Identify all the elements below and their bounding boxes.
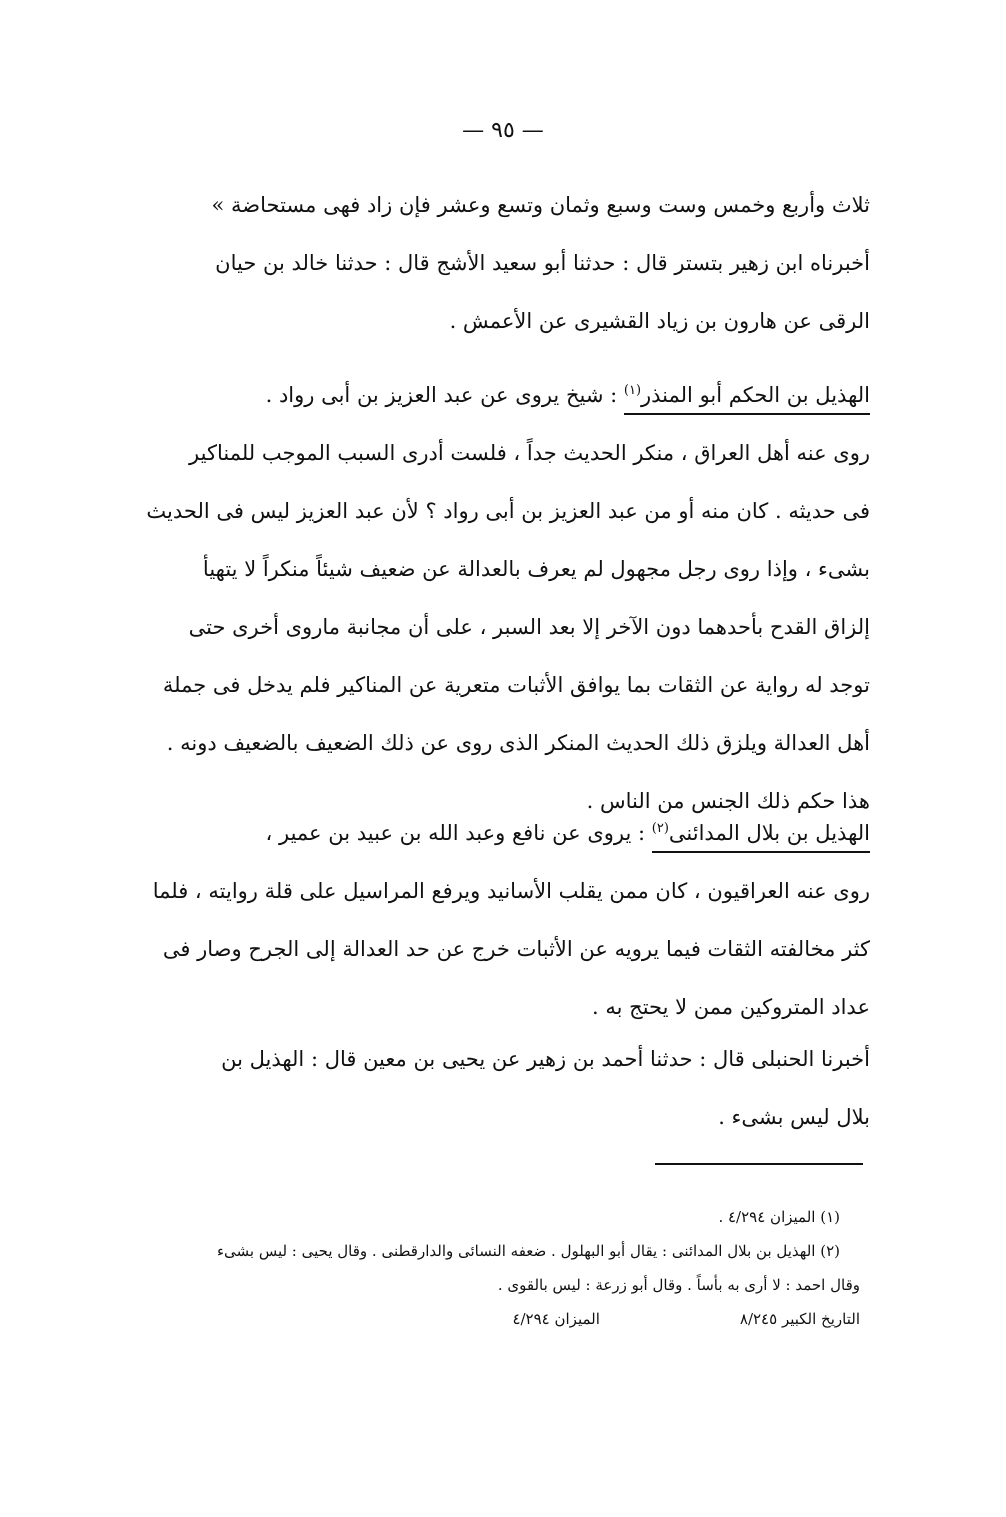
page-number: — ٩٥ — — [462, 118, 544, 143]
text-line: توجد له رواية عن الثقات بما يوافق الأثبات متعرية عن المناكير فلم يدخل فى جملة — [162, 673, 870, 697]
text-line: أهل العدالة ويلزق ذلك الحديث المنكر الذى روى عن ذلك الضعيف بالضعيف دونه . — [166, 731, 870, 755]
text-line: إلزاق القدح بأحدهما دون الآخر إلا بعد السبر ، على أن مجانبة ماروى أخرى حتى — [188, 615, 870, 639]
entry-heading — [130, 800, 870, 862]
footnote-marker: (١) — [623, 383, 642, 398]
footnotes — [120, 1200, 860, 1336]
footnote-2-references — [120, 1302, 860, 1336]
text-line: أخبرنا الحنبلى قال : حدثنا أحمد بن زهير عن يحيى بن معين قال : الهذيل بن — [221, 1047, 870, 1071]
entry-hudhayl-ibn-bilal — [130, 800, 870, 1036]
text-line: عداد المتروكين ممن لا يحتج به . — [592, 995, 870, 1019]
entry-hudhayl-ibn-al-hakam — [130, 362, 870, 830]
footnote-reference: الميزان ٤/٢٩٤ — [512, 1310, 600, 1328]
footnote-separator — [655, 1163, 863, 1165]
entry-heading-rest: : شيخ يروى عن عبد العزيز بن أبى رواد . — [265, 383, 624, 407]
footnote-2-continued: وقال احمد : لا أرى به بأساً . وقال أبو زرعة : ليس بالقوى . — [497, 1276, 860, 1294]
text-line: أخبرناه ابن زهير بتستر قال : حدثنا أبو سعيد الأشج قال : حدثنا خالد بن حيان — [215, 251, 870, 275]
text-line: روى عنه أهل العراق ، منكر الحديث جداً ، فلست أدرى السبب الموجب للمناكير — [189, 441, 870, 465]
entry-name: الهذيل بن الحكم أبو المنذر — [641, 383, 870, 407]
footnote-marker: (٢) — [651, 821, 669, 836]
text-line: كثر مخالفته الثقات فيما يرويه عن الأثبات خرج عن حد العدالة إلى الجرح وصار فى — [162, 937, 870, 961]
text-line: هذا حكم ذلك الجنس من الناس . — [586, 789, 870, 813]
text-line: روى عنه العراقيون ، كان ممن يقلب الأسانيد ويرفع المراسيل على قلة روايته ، فلما — [152, 879, 870, 903]
text-line: بلال ليس بشىء . — [718, 1105, 870, 1129]
opening-paragraph — [130, 176, 870, 350]
footnote-2: (٢) الهذيل بن بلال المدائنى : يقال أبو البهلول . ضعفه النسائى والدارقطنى . وقال يحيى : ليس بشىء — [216, 1242, 840, 1260]
entry-heading — [130, 362, 870, 424]
text-line: الرقى عن هارون بن زياد القشيرى عن الأعمش . — [449, 309, 870, 333]
text-line: بشىء ، وإذا روى رجل مجهول لم يعرف بالعدالة عن ضعيف شيئاً منكراً لا يتهيأ — [202, 557, 870, 581]
footnote-reference: التاريخ الكبير ٨/٢٤٥ — [739, 1310, 860, 1328]
entry-heading-rest: : يروى عن نافع وعبد الله بن عبيد بن عمير ، — [265, 821, 652, 845]
closing-paragraph — [130, 1030, 870, 1146]
text-line: فى حديثه . كان منه أو من عبد العزيز بن أبى رواد ؟ لأن عبد العزيز ليس فى الحديث — [146, 499, 870, 523]
text-line: ثلاث وأربع وخمس وست وسبع وثمان وتسع وعشر فإن زاد فهى مستحاضة » — [211, 193, 870, 217]
footnote-1: (١) الميزان ٤/٢٩٤ . — [718, 1208, 840, 1226]
entry-name: الهذيل بن بلال المدائنى — [668, 821, 870, 845]
